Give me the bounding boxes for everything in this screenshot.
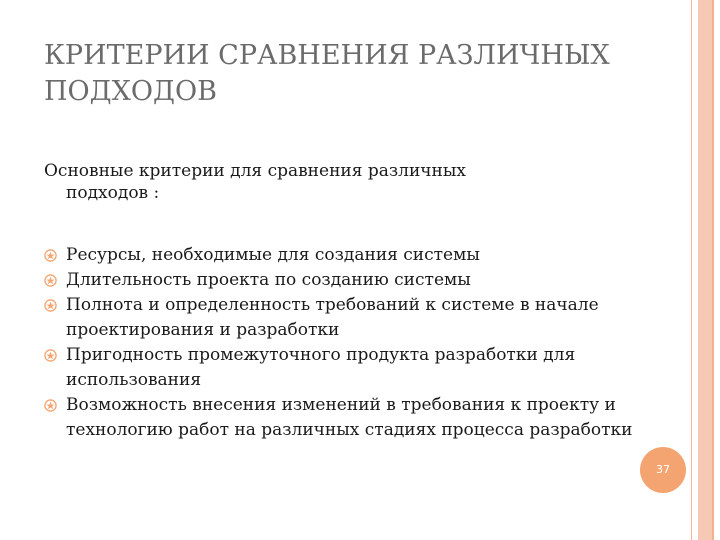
list-item <box>44 243 634 268</box>
circle-star-icon <box>44 249 57 262</box>
page-number-badge: 37 <box>640 447 686 493</box>
circle-star-icon <box>44 274 57 287</box>
circle-star-icon <box>44 349 57 362</box>
list-item-text: Полнота и определенность требований к системе в начале проектирования и разработки <box>66 295 599 340</box>
list-item-text: Ресурсы, необходимые для создания системы <box>66 245 480 265</box>
list-item <box>44 393 634 443</box>
criteria-list <box>44 243 634 443</box>
intro-line: подходов : <box>66 183 160 203</box>
list-item <box>44 293 634 343</box>
circle-star-icon <box>44 299 57 312</box>
list-item <box>44 268 634 293</box>
frame-line <box>691 0 692 540</box>
list-item-text: Возможность внесения изменений в требования к проекту и технологию работ на различных стадиях процесса разработки <box>66 395 633 440</box>
frame-band <box>698 0 712 540</box>
circle-star-icon <box>44 399 57 412</box>
intro-line: Основные критерии для сравнения различных <box>44 161 466 181</box>
slide-title: КРИТЕРИИ СРАВНЕНИЯ РАЗЛИЧНЫХ ПОДХОДОВ <box>44 40 610 107</box>
list-item-text: Длительность проекта по созданию системы <box>66 270 471 290</box>
list-item <box>44 343 634 393</box>
frame-line <box>712 0 714 540</box>
list-item-text: Пригодность промежуточного продукта разработки для использования <box>66 345 576 390</box>
intro-text <box>44 160 604 204</box>
